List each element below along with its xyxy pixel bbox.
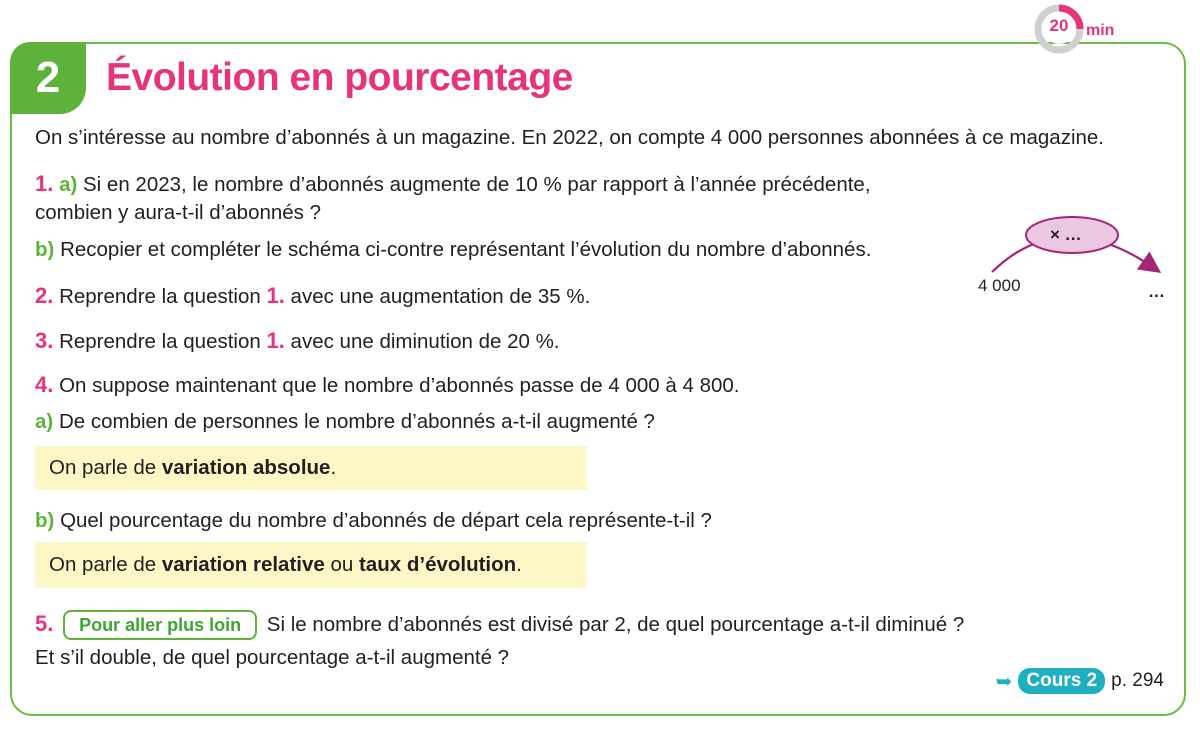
diagram-start-value: 4 000 [978,276,1021,295]
q1-number: 1. [35,171,54,196]
q3-ref: 1. [266,328,285,353]
q2-post: avec une augmentation de 35 %. [290,285,591,308]
q3-pre: Reprendre la question [59,330,261,353]
q2-number: 2. [35,283,54,308]
q5-number: 5. [35,611,54,636]
q1b-text: Recopier et compléter le schéma ci-contre représentant l’évolution du nombre d’abonnés. [60,238,872,261]
q1b-label: b) [35,238,55,261]
exercise-title: Évolution en pourcentage [106,56,573,99]
question-4b [35,507,712,535]
question-5 [35,610,964,640]
question-4a [35,408,655,436]
box2-term2: taux d’évolution [359,553,517,576]
diagram-operator: × … [1050,225,1082,244]
box1-pre: On parle de [49,456,157,479]
definition-box-absolute [35,446,587,490]
q4a-text: De combien de personnes le nombre d’abonnés a-t-il augmenté ? [58,410,655,433]
course-page: p. 294 [1111,670,1164,691]
q2-ref: 1. [266,283,285,308]
box1-post: . [330,456,337,479]
q3-post: avec une diminution de 20 %. [290,330,560,353]
box2-term1: variation relative [161,553,325,576]
course-reference[interactable] [996,668,1164,694]
course-badge[interactable]: Cours 2 [1018,668,1105,694]
box2-pre: On parle de [49,553,157,576]
box1-term: variation absolue [161,456,331,479]
question-1b [35,236,871,264]
q3-number: 3. [35,328,54,353]
q4b-text: Quel pourcentage du nombre d’abonnés de départ cela représente-t-il ? [60,509,712,532]
question-3 [35,327,560,356]
diagram-end-value: … [1148,282,1165,301]
intro-text: On s’intéresse au nombre d’abonnés à un magazine. En 2022, on compte 4 000 personnes abonnées à ce magazine. [35,126,1104,149]
question-1a [35,170,871,199]
q4-text: On suppose maintenant que le nombre d’abonnés passe de 4 000 à 4 800. [59,374,740,397]
question-2 [35,282,590,311]
q1a-text: Si en 2023, le nombre d’abonnés augmente de 10 % par rapport à l’année précédente, [83,173,871,196]
box2-post: . [516,553,522,576]
timer-icon [1034,4,1084,54]
q5-text-line2: Et s’il double, de quel pourcentage a-t-il augmenté ? [35,646,510,669]
question-4 [35,371,739,400]
q1a-text-line2: combien y aura-t-il d’abonnés ? [35,201,322,224]
timer-value: 20 [1049,16,1069,35]
go-further-badge: Pour aller plus loin [63,610,257,640]
q5-text-line1: Si le nombre d’abonnés est divisé par 2, de quel pourcentage a-t-il diminué ? [266,613,965,636]
q2-pre: Reprendre la question [59,285,261,308]
q4b-label: b) [35,509,55,532]
box2-mid: ou [330,553,354,576]
timer-unit: min [1086,22,1115,39]
arrow-right-icon: ➥ [995,670,1013,693]
q4-number: 4. [35,372,54,397]
definition-box-relative [35,542,587,588]
exercise-number: 2 [10,42,86,114]
q1a-label: a) [59,173,78,196]
q4a-label: a) [35,410,54,433]
